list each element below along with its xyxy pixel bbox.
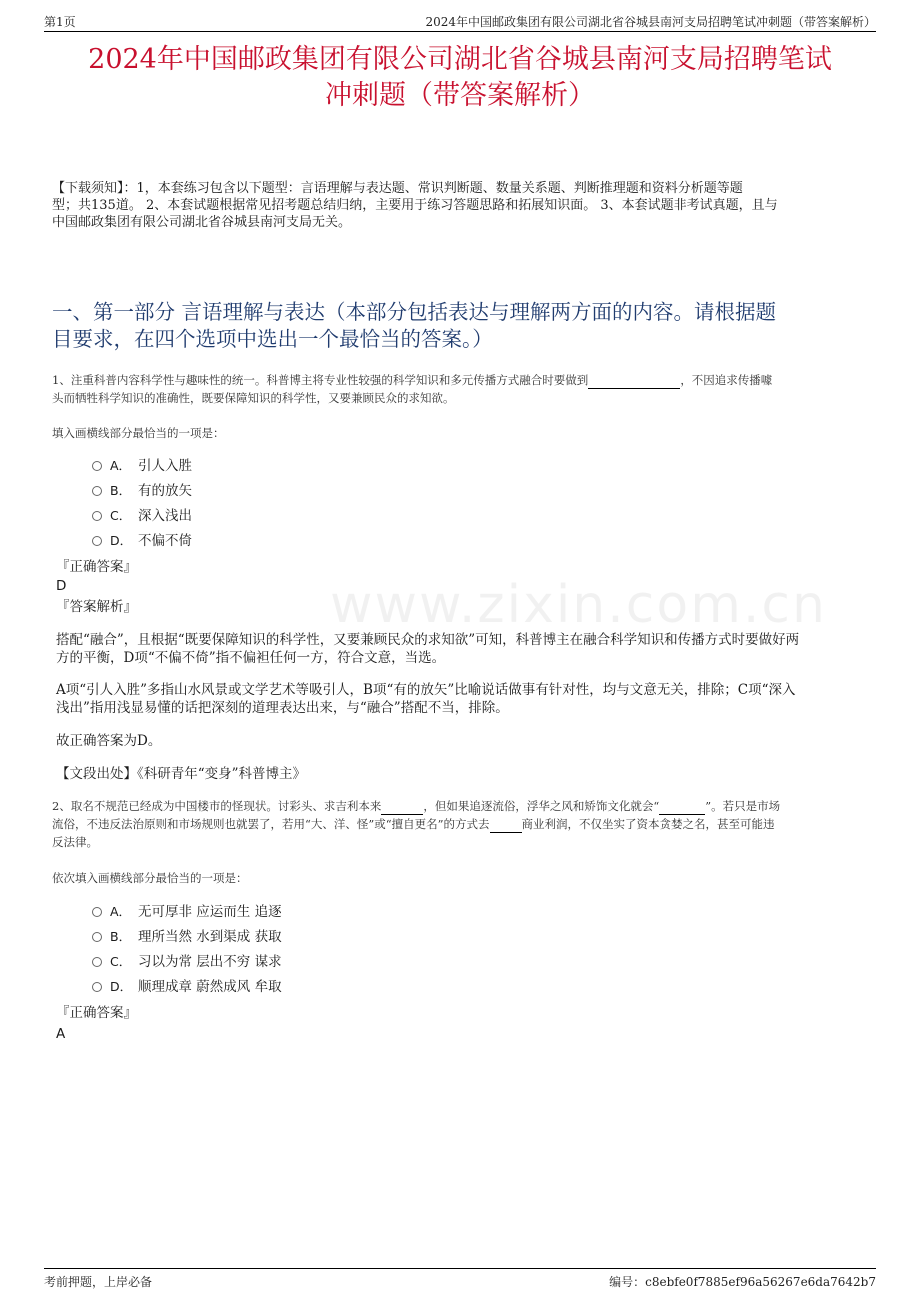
fill-blank: [490, 819, 522, 833]
header-rule: [44, 31, 876, 32]
option-letter: C．: [110, 954, 132, 969]
option-letter: B．: [110, 483, 132, 498]
option-letter: C．: [110, 508, 132, 523]
notice-line: 中国邮政集团有限公司湖北省谷城县南河支局无关。: [52, 215, 352, 230]
q1-text: 1、注重科普内容科学性与趣味性的统一。科普博主将专业性较强的科学知识和多元传播方式融合时要做到: [52, 373, 589, 387]
q1-option-b[interactable]: [92, 481, 192, 501]
q2-prompt: 依次填入画横线部分最恰当的一项是：: [52, 871, 248, 885]
q2-text: ”。若只是市场: [705, 799, 781, 813]
q1-answer-label: 『正确答案』: [56, 559, 137, 575]
section-heading: [52, 299, 872, 353]
q1-explanation-1: [56, 631, 876, 667]
page-number: 第1页: [44, 15, 76, 29]
question-2-stem: [52, 797, 872, 851]
option-letter: B．: [110, 929, 132, 944]
option-text: 理所当然 水到渠成 获取: [138, 929, 282, 945]
q2-text: 商业利润，不仅坐实了资本贪婪之名，甚至可能违: [521, 817, 775, 831]
q1-answer: D: [56, 578, 67, 594]
q1-option-d[interactable]: [92, 531, 192, 551]
fill-blank: [659, 801, 705, 815]
radio-icon[interactable]: [92, 461, 102, 471]
explanation-line: 浅出”指用浅显易懂的话把深刻的道理表达出来，与“融合”搭配不当，排除。: [56, 700, 509, 716]
fill-blank: [588, 375, 680, 389]
radio-icon[interactable]: [92, 957, 102, 967]
radio-icon[interactable]: [92, 982, 102, 992]
option-letter: A．: [110, 904, 132, 919]
q1-source: 【文段出处】《科研青年“变身”科普博主》: [56, 766, 307, 782]
option-text: 顺理成章 蔚然成风 牟取: [138, 979, 282, 995]
section-heading-line: 一、第一部分 言语理解与表达（本部分包括表达与理解两方面的内容。请根据题: [52, 300, 777, 324]
q2-option-d[interactable]: [92, 977, 282, 997]
section-heading-line: 目要求，在四个选项中选出一个最恰当的答案。）: [52, 327, 493, 351]
footer-slogan: 考前押题，上岸必备: [44, 1275, 153, 1289]
q2-option-a[interactable]: [92, 902, 282, 922]
question-1-stem: [52, 371, 872, 407]
document-id: 编号：c8ebfe0f7885ef96a56267e6da7642b7: [609, 1275, 876, 1289]
q2-text: 2、取名不规范已经成为中国楼市的怪现状。讨彩头、求吉利本来: [52, 799, 382, 813]
explanation-line: 搭配“融合”，且根据“既要保障知识的科学性，又要兼顾民众的求知欲”可知，科普博主在融合科学知识和传播方式时要做好两: [56, 632, 800, 648]
q1-conclusion: 故正确答案为D。: [56, 733, 162, 749]
q2-text: ，但如果追逐流俗，浮华之风和矫饰文化就会“: [423, 799, 660, 813]
footer-rule: [44, 1268, 876, 1269]
notice-line: 型；共135道。 2、本套试题根据常见招考题总结归纳，主要用于练习答题思路和拓展知识面。 3、本套试题非考试真题，且与: [52, 198, 778, 213]
fill-blank: [381, 801, 423, 815]
option-text: 引人入胜: [138, 458, 192, 474]
q2-answer: A: [56, 1026, 66, 1042]
q1-analysis-label: 『答案解析』: [56, 599, 137, 615]
q1-explanation-2: [56, 681, 876, 717]
option-text: 不偏不倚: [138, 533, 192, 549]
q2-option-b[interactable]: [92, 927, 282, 947]
page-title-line1: 2024年中国邮政集团有限公司湖北省谷城县南河支局招聘笔试: [88, 44, 832, 75]
running-title: 2024年中国邮政集团有限公司湖北省谷城县南河支局招聘笔试冲刺题（带答案解析）: [425, 15, 876, 29]
radio-icon[interactable]: [92, 536, 102, 546]
radio-icon[interactable]: [92, 907, 102, 917]
page-title: [44, 42, 876, 114]
q2-option-c[interactable]: [92, 952, 282, 972]
q2-text: 流俗，不违反法治原则和市场规则也就罢了，若用“大、洋、怪”或“擅自更名”的方式去: [52, 817, 490, 831]
option-letter: D．: [110, 979, 133, 994]
explanation-line: 方的平衡，D项“不偏不倚”指不偏袒任何一方，符合文意，当选。: [56, 650, 446, 666]
q2-answer-label: 『正确答案』: [56, 1005, 137, 1021]
notice-line: 【下载须知】：1，本套练习包含以下题型：言语理解与表达题、常识判断题、数量关系题、判断推理题和资料分析题等题: [52, 181, 743, 196]
radio-icon[interactable]: [92, 486, 102, 496]
download-notice: [52, 180, 872, 231]
q1-option-a[interactable]: [92, 456, 192, 476]
explanation-line: A项“引人入胜”多指山水风景或文学艺术等吸引人，B项“有的放矢”比喻说话做事有针对性，均与文意无关，排除；C项“深入: [56, 682, 796, 698]
option-text: 无可厚非 应运而生 追逐: [138, 904, 282, 920]
page-title-line2: 冲刺题（带答案解析）: [325, 80, 595, 111]
q2-text: 反法律。: [52, 835, 98, 849]
option-text: 深入浅出: [138, 508, 192, 524]
option-text: 有的放矢: [138, 483, 192, 499]
q1-text: ，不因追求传播噱: [680, 373, 773, 387]
radio-icon[interactable]: [92, 511, 102, 521]
option-letter: D．: [110, 533, 133, 548]
q1-option-c[interactable]: [92, 506, 192, 526]
option-text: 习以为常 层出不穷 谋求: [138, 954, 282, 970]
q1-prompt: 填入画横线部分最恰当的一项是：: [52, 426, 225, 440]
watermark: www.zixin.com.cn: [330, 575, 827, 635]
q1-text: 头而牺牲科学知识的准确性，既要保障知识的科学性，又要兼顾民众的求知欲。: [52, 391, 455, 405]
radio-icon[interactable]: [92, 932, 102, 942]
option-letter: A．: [110, 458, 132, 473]
